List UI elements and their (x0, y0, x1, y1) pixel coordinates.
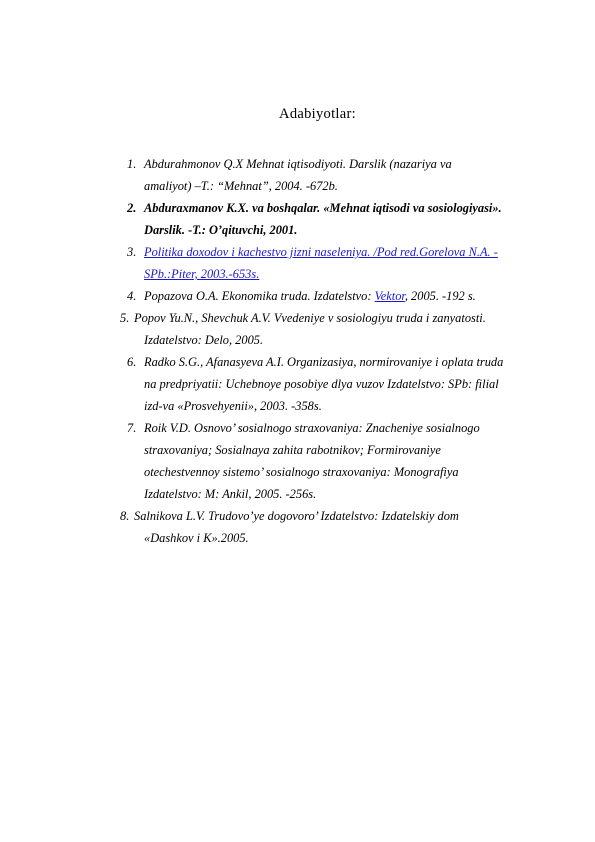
reference-text: straxovaniya; Sosialnaya zahita rabotnikov; Formirovaniye (144, 443, 441, 457)
reference-text: Abdurahmonov Q.X Mehnat iqtisodiyoti. Darslik (nazariya va (144, 157, 452, 171)
reference-text: Abduraxmanov K.X. va boshqalar. «Mehnat iqtisodi va sosiologiyasi». (144, 201, 502, 215)
reference-item-7 (120, 417, 560, 505)
reference-number: 4. (127, 289, 137, 303)
reference-item-8 (120, 505, 560, 549)
page-title: Adabiyotlar: (279, 106, 356, 122)
reference-item-1 (120, 153, 560, 197)
reference-number: 2. (127, 201, 137, 215)
reference-text: Izdatelstvo: Delo, 2005. (144, 333, 264, 347)
reference-text: Roik V.D. Osnovo’ sosialnogo straxovaniya: Znacheniye sosialnogo (144, 421, 480, 435)
reference-number: 5. (120, 311, 130, 325)
reference-text: izd-va «Prosvehyenii», 2003. -358s. (144, 399, 322, 413)
reference-text: amaliyot) –T.: “Mehnat”, 2004. -672b. (144, 179, 338, 193)
reference-text: Radko S.G., Afanasyeva A.I. Organizasiya, normirovaniye i oplata truda (144, 355, 504, 369)
reference-number: 1. (127, 157, 137, 171)
reference-text: Popov Yu.N., Shevchuk A.V. Vvedeniye v sosiologiyu truda i zanyatosti. (134, 311, 486, 325)
reference-text-end: , 2005. -192 s. (404, 289, 476, 303)
reference-number: 7. (127, 421, 137, 435)
reference-link[interactable]: SPb.:Piter, 2003.-653s. (144, 267, 260, 281)
reference-link[interactable]: Politika doxodov i kachestvo jizni naseleniya. /Pod red.Gorelova N.A. - (144, 245, 498, 259)
reference-text: na predpriyatii: Uchebnoye posobiye dlya vuzov Izdatelstvo: SPb: filial (144, 377, 499, 391)
reference-text (144, 285, 560, 307)
reference-text: otechestvennoy sistemo’ sosialnogo straxovaniya: Monografiya (144, 465, 459, 479)
reference-number: 3. (127, 245, 137, 259)
reference-text: Salnikova L.V. Trudovo’ye dogovoro’ Izdatelstvo: Izdatelskiy dom (134, 509, 459, 523)
reference-item-6 (120, 351, 560, 417)
reference-item-5 (120, 307, 560, 351)
reference-item-3 (120, 241, 560, 285)
publisher-link[interactable]: Vektor (374, 289, 405, 303)
reference-text: Darslik. -T.: O’qituvchi, 2001. (144, 223, 298, 237)
reference-number: 6. (127, 355, 137, 369)
reference-number: 8. (120, 509, 130, 523)
reference-list (120, 153, 560, 549)
reference-item-2 (120, 197, 560, 241)
reference-text: Izdatelstvo: M: Ankil, 2005. -256s. (144, 487, 317, 501)
reference-item-4 (120, 285, 560, 307)
reference-text: «Dashkov i K».2005. (144, 531, 249, 545)
reference-text-start: Popazova O.A. Ekonomika truda. Izdatelstvo: (144, 289, 375, 303)
